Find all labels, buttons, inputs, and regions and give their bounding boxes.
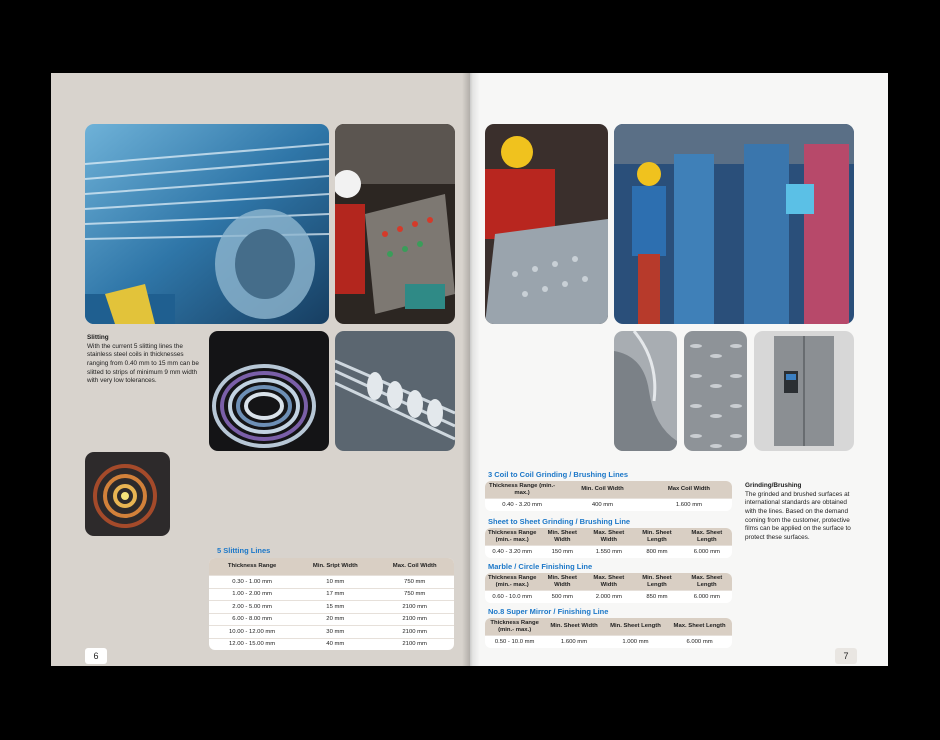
column-header: Min. Sheet Length (604, 618, 667, 636)
table-cell: 1.600 mm (544, 636, 604, 648)
sheet-grinding-table (485, 528, 732, 558)
column-header: Max. Sheet Length (682, 528, 732, 546)
table-row (485, 636, 732, 648)
table-cell: 12.00 - 15.00 mm (209, 638, 295, 650)
table-cell: 30 mm (295, 626, 375, 639)
table-row (209, 638, 454, 650)
table-cell: 850 mm (632, 591, 681, 603)
marble-finishing-table (485, 573, 732, 603)
table-cell: 1.000 mm (604, 636, 667, 648)
coiled-wire-photo (85, 452, 170, 536)
table-row (209, 588, 454, 601)
table-cell: 6.000 mm (682, 546, 732, 558)
table-cell: 750 mm (375, 588, 454, 601)
column-header: Max. Coil Width (375, 558, 454, 576)
table-cell: 2100 mm (375, 613, 454, 626)
table-cell: 2.00 - 5.00 mm (209, 601, 295, 614)
column-header: Thickness Range (209, 558, 295, 576)
table-cell: 0.60 - 10.0 mm (485, 591, 539, 603)
table-cell: 2.000 mm (585, 591, 632, 603)
column-header: Thickness Range (min.- max.) (485, 573, 539, 591)
table-cell: 0.30 - 1.00 mm (209, 576, 295, 589)
column-header: Min. Sheet Length (632, 573, 681, 591)
checker-plate-sample-photo (684, 331, 747, 451)
table-cell: 1.00 - 2.00 mm (209, 588, 295, 601)
column-header: Min. Sript Width (295, 558, 375, 576)
table-row (485, 546, 732, 558)
table-row (209, 576, 454, 589)
table-cell: 20 mm (295, 613, 375, 626)
table-cell: 6.000 mm (667, 636, 732, 648)
table-cell: 750 mm (375, 576, 454, 589)
slitting-caption-title: Slitting (87, 334, 109, 341)
worker-inspecting-sheet-photo (485, 124, 608, 324)
super-mirror-table (485, 618, 732, 648)
table-cell: 6.00 - 8.00 mm (209, 613, 295, 626)
slitting-caption-body: With the current 5 slitting lines the stainless steel coils in thicknesses ranging from 0.40 mm to 15 mm can be slitted to strips of minimum 9 mm width with very low tolerances. (87, 342, 199, 385)
page-gutter (462, 73, 480, 666)
table-cell: 2100 mm (375, 638, 454, 650)
table-header-row (485, 481, 732, 499)
table-row (485, 499, 732, 511)
column-header: Max Coil Width (646, 481, 732, 499)
table-cell: 17 mm (295, 588, 375, 601)
table-row (209, 601, 454, 614)
page-number-right: 7 (835, 648, 857, 664)
super-mirror-table-title: No.8 Super Mirror / Finishing Line (488, 607, 609, 616)
table-cell: 0.40 - 3.20 mm (485, 546, 539, 558)
table-cell: 2100 mm (375, 601, 454, 614)
grinding-line-control-photo (614, 124, 854, 324)
slitting-blades-photo (335, 331, 455, 451)
column-header: Min. Sheet Width (539, 528, 585, 546)
column-header: Min. Sheet Length (632, 528, 681, 546)
table-cell: 6.000 mm (682, 591, 732, 603)
marble-finishing-table-title: Marble / Circle Finishing Line (488, 562, 593, 571)
table-cell: 1.600 mm (646, 499, 732, 511)
table-cell: 10.00 - 12.00 mm (209, 626, 295, 639)
table-cell: 0.50 - 10.0 mm (485, 636, 544, 648)
operator-control-panel-photo (335, 124, 455, 324)
steel-coil-closeup-photo (209, 331, 329, 451)
column-header: Max. Sheet Width (585, 573, 632, 591)
grinding-caption (745, 482, 855, 542)
page-number-left: 6 (85, 648, 107, 664)
table-header-row (485, 573, 732, 591)
table-cell: 1.550 mm (585, 546, 632, 558)
table-cell: 2100 mm (375, 626, 454, 639)
table-cell: 500 mm (539, 591, 585, 603)
table-header-row (485, 528, 732, 546)
table-cell: 0.40 - 3.20 mm (485, 499, 559, 511)
table-row (209, 626, 454, 639)
coil-grinding-table-title: 3 Coil to Coil Grinding / Brushing Lines (488, 470, 628, 479)
column-header: Thickness Range (min.- max.) (485, 528, 539, 546)
stainless-refrigerator-photo (754, 331, 854, 451)
table-cell: 40 mm (295, 638, 375, 650)
column-header: Max. Sheet Length (667, 618, 732, 636)
slitting-lines-table (209, 558, 454, 650)
coil-grinding-table (485, 481, 732, 511)
grinding-caption-body: The grinded and brushed surfaces at international standards are obtained with the lines. Based on the demand coming from the customer, protective films can be applied on the surface to protect these surfaces. (745, 490, 851, 541)
column-header: Min. Coil Width (559, 481, 646, 499)
brushed-steel-sample-photo (614, 331, 677, 451)
table-cell: 150 mm (539, 546, 585, 558)
column-header: Min. Sheet Width (544, 618, 604, 636)
slitting-caption (87, 334, 202, 386)
column-header: Min. Sheet Width (539, 573, 585, 591)
table-header-row (485, 618, 732, 636)
table-row (485, 591, 732, 603)
table-header-row (209, 558, 454, 576)
table-cell: 10 mm (295, 576, 375, 589)
table-cell: 15 mm (295, 601, 375, 614)
column-header: Thickness Range (min.- max.) (485, 618, 544, 636)
grinding-caption-title: Grinding/Brushing (745, 482, 802, 489)
table-cell: 400 mm (559, 499, 646, 511)
column-header: Max. Sheet Width (585, 528, 632, 546)
slitting-machine-photo (85, 124, 329, 324)
table-row (209, 613, 454, 626)
table-cell: 800 mm (632, 546, 681, 558)
slitting-lines-table-title: 5 Slitting Lines (217, 546, 271, 555)
column-header: Thickness Range (min.- max.) (485, 481, 559, 499)
column-header: Max. Sheet Length (682, 573, 732, 591)
sheet-grinding-table-title: Sheet to Sheet Grinding / Brushing Line (488, 517, 631, 526)
